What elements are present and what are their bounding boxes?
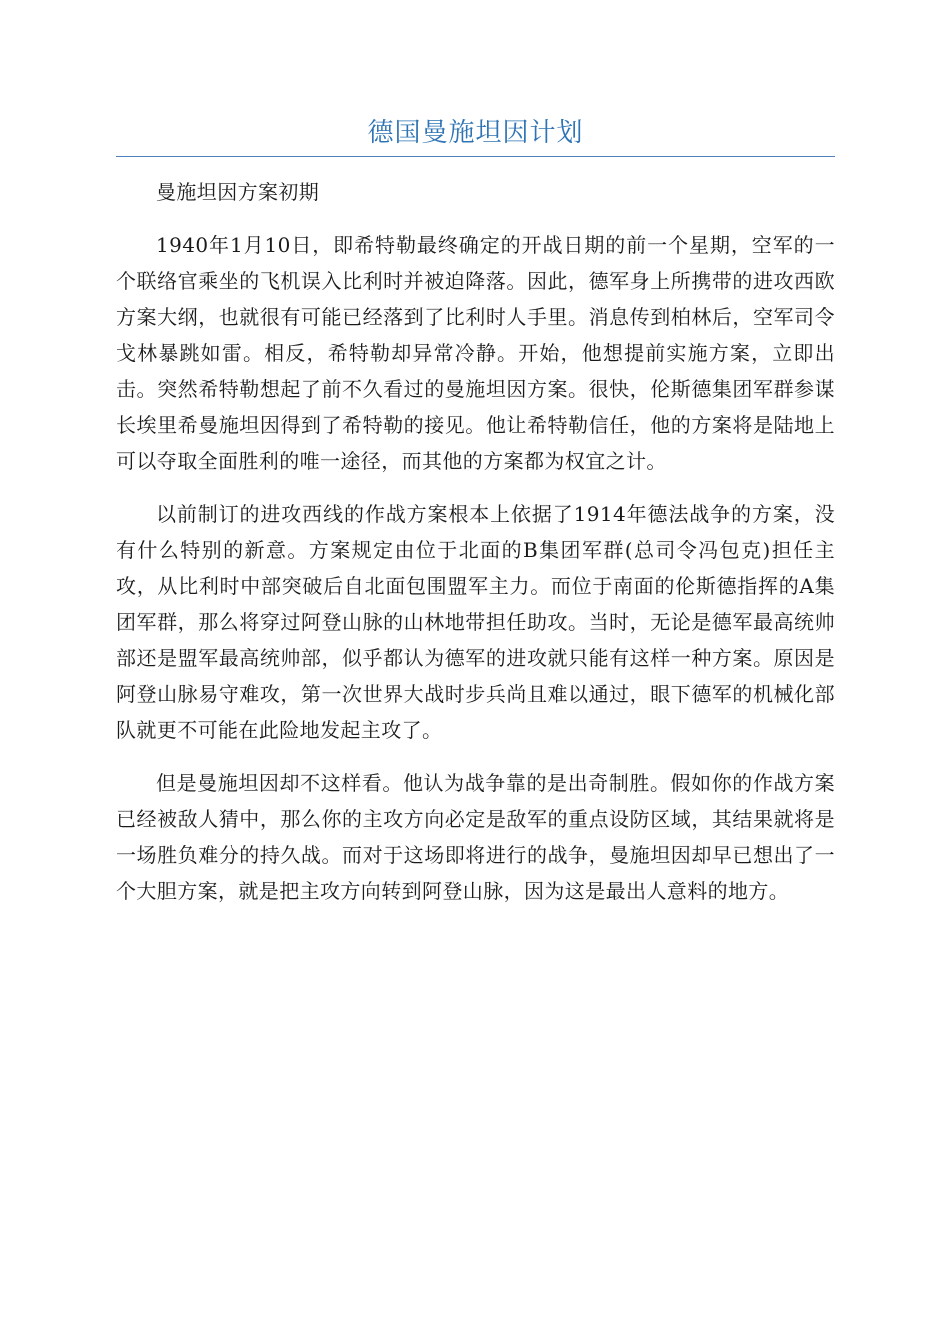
paragraph: 但是曼施坦因却不这样看。他认为战争靠的是出奇制胜。假如你的作战方案已经被敌人猜中，那么你的主攻方向必定是敌军的重点设防区域，其结果就将是一场胜负难分的持久战。而对于这场即将进行的战争，曼施坦因却早已想出了一个大胆方案，就是把主攻方向转到阿登山脉，因为这是最出人意料的地方。 (116, 771, 835, 903)
paragraph: 以前制订的进攻西线的作战方案根本上依据了1914年德法战争的方案，没有什么特别的新意。方案规定由位于北面的B集团军群(总司令冯包克)担任主攻，从比利时中部突破后自北面包围盟军主力。而位于南面的伦斯德指挥的A集团军群，那么将穿过阿登山脉的山林地带担任助攻。当时，无论是德军最高统帅部还是盟军最高统帅部，似乎都认为德军的进攻就只能有这样一种方案。原因是阿登山脉易守难攻，第一次世界大战时步兵尚且难以通过，眼下德军的机械化部队就更不可能在此险地发起主攻了。 (116, 502, 835, 742)
document-title: 德国曼施坦因计划 (367, 118, 584, 148)
title-block (116, 110, 835, 157)
paragraph: 1940年1月10日，即希特勒最终确定的开战日期的前一个星期，空军的一个联络官乘坐的飞机误入比利时并被迫降落。因此，德军身上所携带的进攻西欧方案大纲，也就很有可能已经落到了比利时人手里。消息传到柏林后，空军司令戈林暴跳如雷。相反，希特勒却异常冷静。开始，他想提前实施方案，立即出击。突然希特勒想起了前不久看过的曼施坦因方案。很快，伦斯德集团军群参谋长埃里希曼施坦因得到了希特勒的接见。他让希特勒信任，他的方案将是陆地上可以夺取全面胜利的唯一途径，而其他的方案都为权宜之计。 (116, 233, 835, 473)
section-heading: 曼施坦因方案初期 (156, 180, 320, 204)
document-body (116, 174, 835, 909)
